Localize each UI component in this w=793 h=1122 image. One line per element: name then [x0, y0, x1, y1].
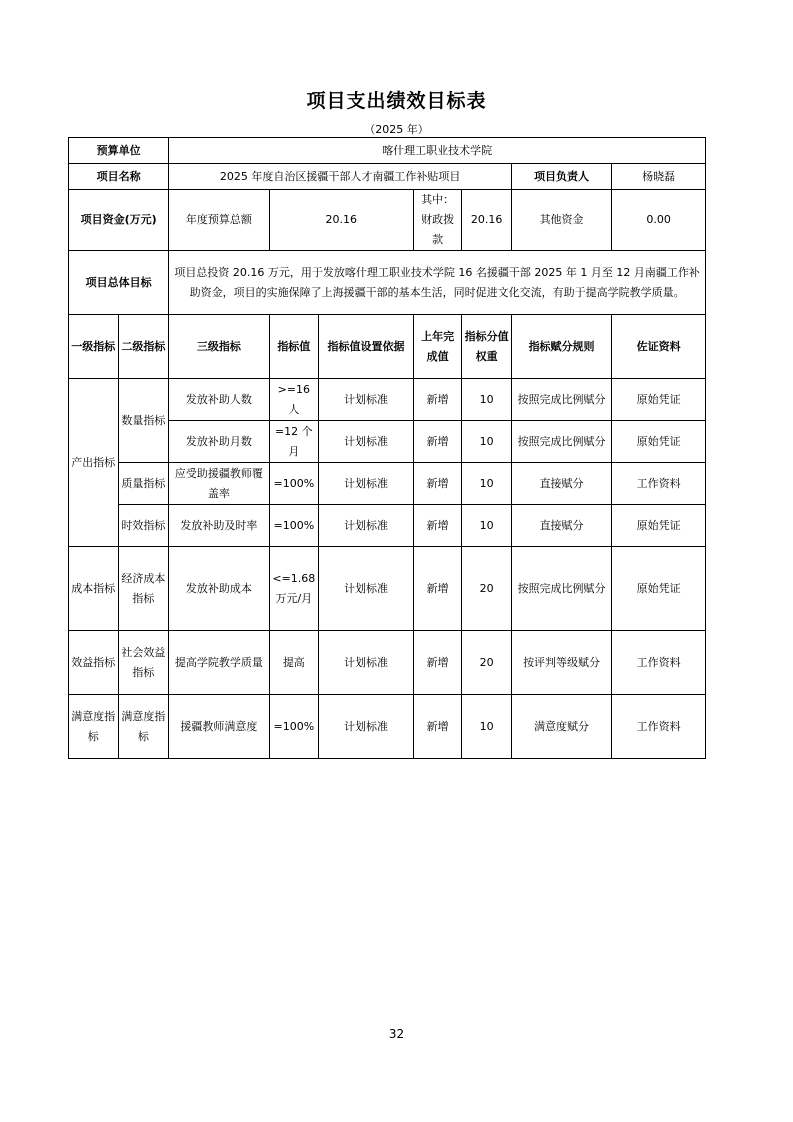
value-cell: 提高 [269, 631, 319, 695]
evidence-cell: 原始凭证 [612, 421, 706, 463]
budget-unit-label: 预算单位 [69, 138, 169, 164]
last-year-cell: 新增 [413, 421, 461, 463]
l1-cell: 效益指标 [69, 631, 119, 695]
annual-budget-label: 年度预算总额 [169, 190, 269, 251]
evidence-cell: 工作资料 [612, 695, 706, 759]
value-cell: <=1.68 万元/月 [269, 547, 319, 631]
l3-cell: 发放补助及时率 [169, 505, 269, 547]
budget-unit-row [69, 138, 706, 164]
last-year-cell: 新增 [413, 463, 461, 505]
other-funds-block [511, 190, 611, 251]
value-cell: >=16 人 [269, 379, 319, 421]
l2-cell: 时效指标 [118, 505, 169, 547]
evidence-cell: 原始凭证 [612, 505, 706, 547]
header-rule: 指标赋分规则 [511, 315, 611, 379]
value-cell: =100% [269, 695, 319, 759]
header-last-year: 上年完成值 [413, 315, 461, 379]
weight-cell: 20 [462, 631, 512, 695]
weight-cell: 10 [462, 463, 512, 505]
weight-cell: 10 [462, 379, 512, 421]
page-number: 32 [388, 1027, 405, 1041]
header-evidence: 佐证资料 [612, 315, 706, 379]
overall-goal-text: 项目总投资 20.16 万元，用于发放喀什理工职业技术学院 16 名援疆干部 2025 年 1 月至 12 月南疆工作补助资金，项目的实施保障了上海援疆干部的基本生活，同时促进文化交流，有助于提高学院教学质量。 [169, 251, 706, 315]
l3-cell: 援疆教师满意度 [169, 695, 269, 759]
value-cell: =100% [269, 505, 319, 547]
basis-cell: 计划标准 [319, 631, 414, 695]
l3-cell: 发放补助成本 [169, 547, 269, 631]
l2-cell: 经济成本指标 [118, 547, 169, 631]
project-funds-label: 项目资金(万元) [69, 190, 169, 251]
header-value: 指标值 [269, 315, 319, 379]
l3-cell: 发放补助月数 [169, 421, 269, 463]
other-funds-label: 其他资金 [539, 213, 584, 226]
project-leader-value: 杨晓磊 [612, 164, 706, 190]
l3-cell: 发放补助人数 [169, 379, 269, 421]
rule-cell: 满意度赋分 [511, 695, 611, 759]
rule-cell: 按照完成比例赋分 [511, 421, 611, 463]
year-label: （2025 年） [364, 123, 429, 136]
table-row [69, 695, 706, 759]
basis-cell: 计划标准 [319, 695, 414, 759]
project-leader-label: 项目负责人 [511, 164, 611, 190]
last-year-cell: 新增 [413, 631, 461, 695]
table-row [69, 631, 706, 695]
basis-cell: 计划标准 [319, 379, 414, 421]
overall-goal-row [69, 251, 706, 315]
last-year-cell: 新增 [413, 379, 461, 421]
project-name-value: 2025 年度自治区援疆干部人才南疆工作补贴项目 [169, 164, 512, 190]
basis-cell: 计划标准 [319, 421, 414, 463]
l1-cell: 成本指标 [69, 547, 119, 631]
fiscal-label: 其中：财政拨款 [413, 190, 461, 251]
l2-cell: 质量指标 [118, 463, 169, 505]
l3-cell: 提高学院教学质量 [169, 631, 269, 695]
header-l1: 一级指标 [69, 315, 119, 379]
evidence-cell: 原始凭证 [612, 379, 706, 421]
overall-goal-label: 项目总体目标 [69, 251, 169, 315]
other-funds-value: 0.00 [612, 190, 706, 251]
rule-cell: 直接赋分 [511, 505, 611, 547]
table-row [69, 463, 706, 505]
header-row [69, 315, 706, 379]
rule-cell: 按评判等级赋分 [511, 631, 611, 695]
last-year-cell: 新增 [413, 547, 461, 631]
header-l2: 二级指标 [118, 315, 169, 379]
evidence-cell: 原始凭证 [612, 547, 706, 631]
basis-cell: 计划标准 [319, 463, 414, 505]
evidence-cell: 工作资料 [612, 631, 706, 695]
table-row [69, 505, 706, 547]
rule-cell: 按照完成比例赋分 [511, 547, 611, 631]
weight-cell: 20 [462, 547, 512, 631]
l1-cell: 产出指标 [69, 379, 119, 547]
weight-cell: 10 [462, 505, 512, 547]
l3-cell: 应受助援疆教师覆盖率 [169, 463, 269, 505]
annual-budget-value: 20.16 [269, 190, 413, 251]
project-funds-row [69, 190, 706, 251]
value-cell: =100% [269, 463, 319, 505]
table-row [69, 547, 706, 631]
budget-unit-value: 喀什理工职业技术学院 [169, 138, 706, 164]
value-cell: =12 个月 [269, 421, 319, 463]
l1-cell: 满意度指标 [69, 695, 119, 759]
page-title: 项目支出绩效目标表 [306, 90, 487, 112]
basis-cell: 计划标准 [319, 547, 414, 631]
basis-cell: 计划标准 [319, 505, 414, 547]
l2-cell: 满意度指标 [118, 695, 169, 759]
evidence-cell: 工作资料 [612, 463, 706, 505]
rule-cell: 直接赋分 [511, 463, 611, 505]
header-l3: 三级指标 [169, 315, 269, 379]
project-name-row [69, 164, 706, 190]
l2-cell: 数量指标 [118, 379, 169, 463]
l2-cell: 社会效益指标 [118, 631, 169, 695]
last-year-cell: 新增 [413, 695, 461, 759]
table-row [69, 379, 706, 421]
header-weight: 指标分值权重 [462, 315, 512, 379]
weight-cell: 10 [462, 421, 512, 463]
last-year-cell: 新增 [413, 505, 461, 547]
fiscal-value: 20.16 [462, 190, 512, 251]
performance-table [68, 137, 706, 759]
weight-cell: 10 [462, 695, 512, 759]
project-name-label: 项目名称 [69, 164, 169, 190]
rule-cell: 按照完成比例赋分 [511, 379, 611, 421]
header-basis: 指标值设置依据 [319, 315, 414, 379]
